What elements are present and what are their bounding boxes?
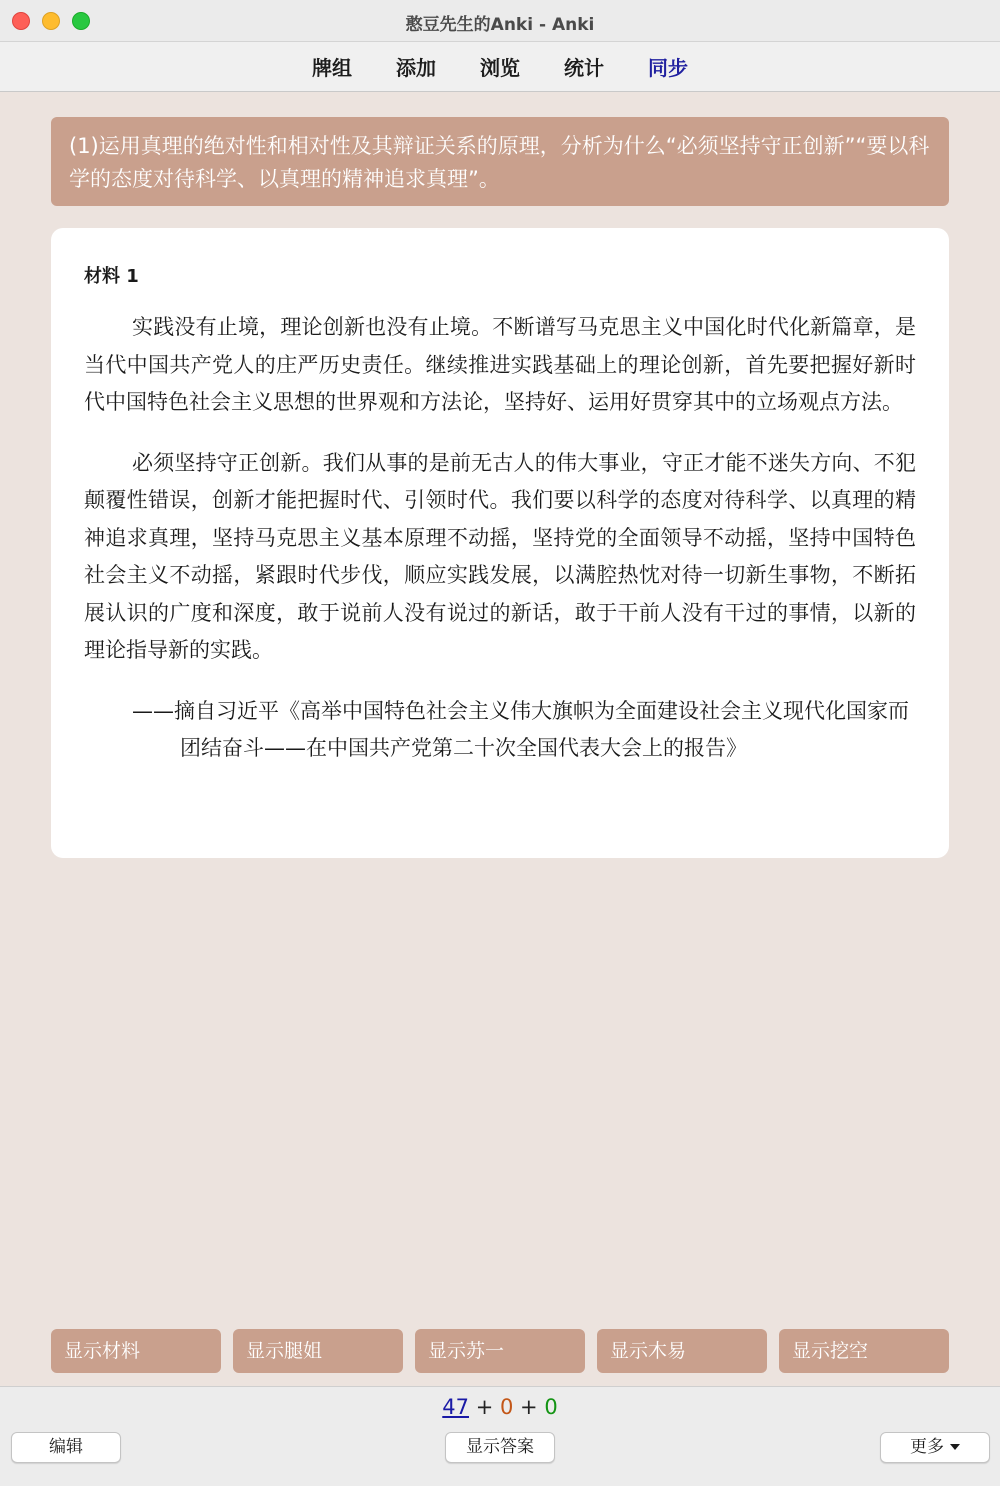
toolbar-sync[interactable]: 同步 <box>648 56 688 80</box>
toolbar-decks[interactable]: 牌组 <box>312 56 352 80</box>
toolbar-stats[interactable]: 统计 <box>564 56 604 80</box>
main-toolbar <box>0 42 1000 92</box>
show-tuijie-button[interactable]: 显示腿姐 <box>233 1329 403 1373</box>
window-title: 憨豆先生的Anki - Anki <box>405 15 595 35</box>
material-paragraph: 必须坚持守正创新。我们从事的是前无古人的伟大事业，守正才能不迷失方向、不犯颠覆性错误，创新才能把握时代、引领时代。我们要以科学的态度对待科学、以真理的精神追求真理，坚持马克思主义基本原理不动摇，坚持党的全面领导不动摇，坚持中国特色社会主义不动摇，紧跟时代步伐，顺应实践发展，以满腔热忱对待一切新生事物，不断拓展认识的广度和深度，敢于说前人没有说过的新话，敢于干前人没有干过的事情，以新的理论指导新的实践。 <box>84 450 916 662</box>
show-answer-button[interactable] <box>445 1432 555 1463</box>
material-title: 材料 1 <box>84 266 139 287</box>
show-muyi-button[interactable]: 显示木易 <box>597 1329 767 1373</box>
count-separator: + <box>520 1395 538 1419</box>
chevron-down-icon <box>950 1444 960 1450</box>
review-count: 0 <box>544 1395 558 1419</box>
edit-button-label: 编辑 <box>49 1437 83 1457</box>
show-cloze-button[interactable]: 显示挖空 <box>779 1329 949 1373</box>
more-button[interactable] <box>880 1432 990 1463</box>
title-bar <box>0 0 1000 42</box>
material-paragraph: 实践没有止境，理论创新也没有止境。不断谱写马克思主义中国化时代化新篇章，是当代中国共产党人的庄严历史责任。继续推进实践基础上的理论创新，首先要把握好新时代中国特色社会主义思想的世界观和方法论，坚持好、运用好贯穿其中的立场观点方法。 <box>84 315 916 414</box>
material-card <box>51 228 949 858</box>
count-separator: + <box>475 1395 494 1419</box>
show-material-button[interactable]: 显示材料 <box>51 1329 221 1373</box>
question-box: (1)运用真理的绝对性和相对性及其辩证关系的原理，分析为什么“必须坚持守正创新”“要以科学的态度对待科学、以真理的精神追求真理”。 <box>51 117 949 206</box>
show-answer-label: 显示答案 <box>466 1437 534 1457</box>
toolbar-browse[interactable]: 浏览 <box>480 56 520 80</box>
more-button-label: 更多 <box>910 1437 944 1457</box>
due-counts <box>0 1395 1000 1419</box>
show-buttons-row <box>51 1329 949 1373</box>
toolbar-add[interactable]: 添加 <box>396 56 436 80</box>
new-count[interactable]: 47 <box>442 1395 469 1419</box>
bottom-bar <box>0 1386 1000 1486</box>
learning-count: 0 <box>499 1395 514 1419</box>
edit-button[interactable] <box>11 1432 121 1463</box>
material-source: ——摘自习近平《高举中国特色社会主义伟大旗帜为全面建设社会主义现代化国家而团结奋斗——在中国共产党第二十次全国代表大会上的报告》 <box>132 698 909 760</box>
show-suyi-button[interactable]: 显示苏一 <box>415 1329 585 1373</box>
